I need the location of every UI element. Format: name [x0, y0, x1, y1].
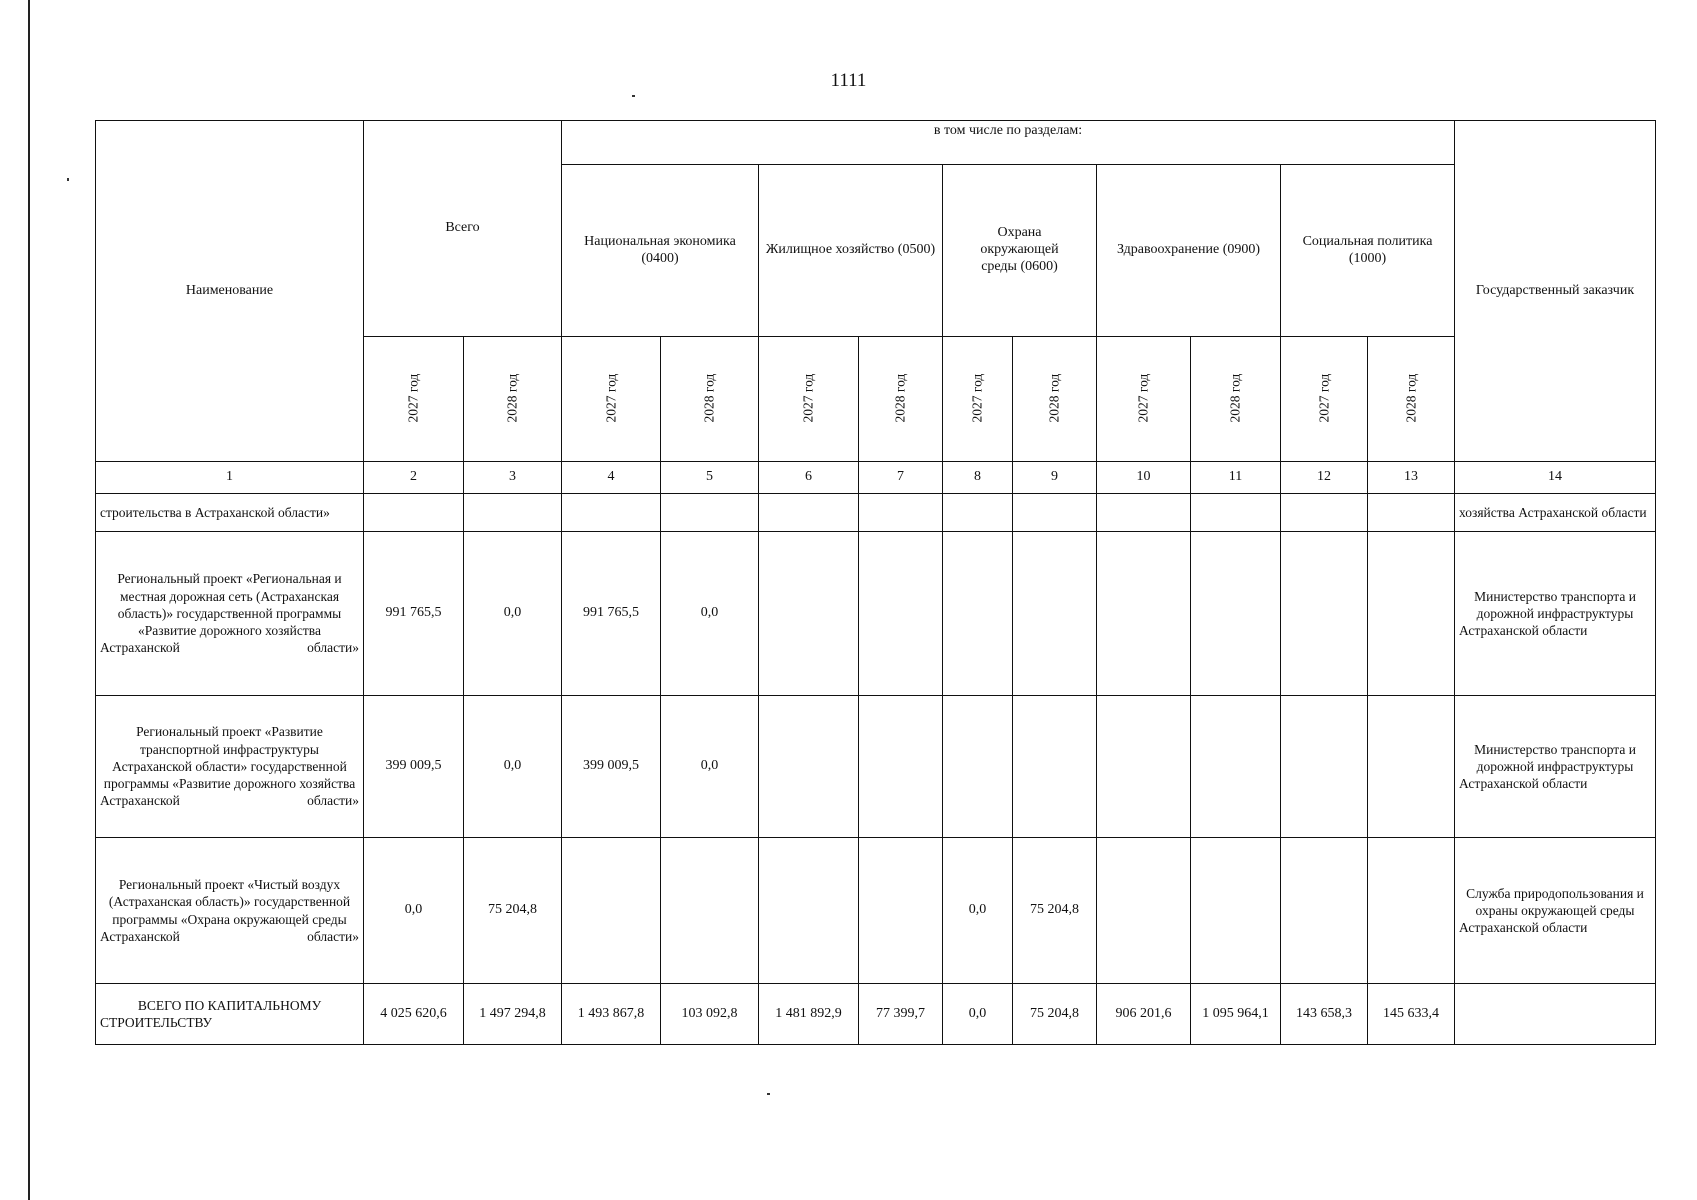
row-name: строительства в Астраханской области»	[96, 494, 364, 532]
year-2028-header: 2028 год	[1013, 337, 1097, 462]
cell-health-2028	[1191, 494, 1281, 532]
total-social-2028: 145 633,4	[1368, 984, 1455, 1045]
year-2027-header: 2027 год	[562, 337, 661, 462]
cell-economy-2028: 0,0	[661, 532, 759, 696]
year-2027-header: 2027 год	[943, 337, 1013, 462]
cell-total-2028: 75 204,8	[464, 838, 562, 984]
cell-housing-2028	[859, 494, 943, 532]
cell-housing-2027	[759, 838, 859, 984]
cell-environment-2028: 75 204,8	[1013, 838, 1097, 984]
header-section-health: Здравоохранение (0900)	[1097, 165, 1281, 337]
total-total-2027: 4 025 620,6	[364, 984, 464, 1045]
cell-social-2028	[1368, 532, 1455, 696]
total-health-2028: 1 095 964,1	[1191, 984, 1281, 1045]
cell-social-2027	[1281, 838, 1368, 984]
column-number: 12	[1281, 462, 1368, 494]
total-total-2028: 1 497 294,8	[464, 984, 562, 1045]
column-number: 10	[1097, 462, 1191, 494]
row-customer: Министерство транспорта и дорожной инфраструктуры Астраханской области	[1455, 696, 1656, 838]
cell-environment-2027	[943, 494, 1013, 532]
row-name: Региональный проект «Региональная и местная дорожная сеть (Астраханская область)» государственной программы «Развитие дорожного хозяйства Астраханской области»	[96, 532, 364, 696]
cell-housing-2027	[759, 696, 859, 838]
row-customer: хозяйства Астраханской области	[1455, 494, 1656, 532]
column-number: 11	[1191, 462, 1281, 494]
cell-economy-2027: 991 765,5	[562, 532, 661, 696]
total-environment-2027: 0,0	[943, 984, 1013, 1045]
cell-environment-2028	[1013, 494, 1097, 532]
total-environment-2028: 75 204,8	[1013, 984, 1097, 1045]
cell-environment-2027: 0,0	[943, 838, 1013, 984]
column-number: 2	[364, 462, 464, 494]
cell-social-2028	[1368, 494, 1455, 532]
column-number: 8	[943, 462, 1013, 494]
column-number-row	[96, 462, 1656, 494]
cell-housing-2027	[759, 494, 859, 532]
header-customer: Государственный заказчик	[1455, 121, 1656, 462]
cell-health-2028	[1191, 696, 1281, 838]
scan-mark	[632, 95, 635, 97]
year-2027-header: 2027 год	[1097, 337, 1191, 462]
cell-environment-2027	[943, 696, 1013, 838]
cell-environment-2027	[943, 532, 1013, 696]
header-section-social: Социальная политика (1000)	[1281, 165, 1455, 337]
column-number: 4	[562, 462, 661, 494]
table-row	[96, 696, 1656, 838]
cell-economy-2027	[562, 838, 661, 984]
scan-mark	[67, 178, 69, 181]
cell-social-2027	[1281, 494, 1368, 532]
total-economy-2028: 103 092,8	[661, 984, 759, 1045]
cell-social-2027	[1281, 532, 1368, 696]
row-customer: Служба природопользования и охраны окружающей среды Астраханской области	[1455, 838, 1656, 984]
column-number: 5	[661, 462, 759, 494]
cell-total-2028: 0,0	[464, 532, 562, 696]
cell-economy-2028	[661, 838, 759, 984]
cell-total-2028	[464, 494, 562, 532]
cell-environment-2028	[1013, 696, 1097, 838]
cell-total-2027	[364, 494, 464, 532]
cell-health-2028	[1191, 838, 1281, 984]
cell-housing-2028	[859, 532, 943, 696]
header-section-housing: Жилищное хозяйство (0500)	[759, 165, 943, 337]
cell-housing-2028	[859, 696, 943, 838]
row-name: Региональный проект «Чистый воздух (Астраханская область)» государственной программы «Охрана окружающей среды Астраханской области»	[96, 838, 364, 984]
table-row	[96, 838, 1656, 984]
cell-health-2028	[1191, 532, 1281, 696]
year-2028-header: 2028 год	[1368, 337, 1455, 462]
cell-health-2027	[1097, 838, 1191, 984]
row-customer: Министерство транспорта и дорожной инфраструктуры Астраханской области	[1455, 532, 1656, 696]
year-2028-header: 2028 год	[464, 337, 562, 462]
column-number: 1	[96, 462, 364, 494]
year-2027-header: 2027 год	[364, 337, 464, 462]
cell-total-2027: 991 765,5	[364, 532, 464, 696]
header-section-economy: Национальная экономика (0400)	[562, 165, 759, 337]
cell-total-2027: 0,0	[364, 838, 464, 984]
year-2027-header: 2027 год	[1281, 337, 1368, 462]
cell-health-2027	[1097, 494, 1191, 532]
column-number: 14	[1455, 462, 1656, 494]
cell-economy-2028	[661, 494, 759, 532]
cell-social-2027	[1281, 696, 1368, 838]
total-row-customer	[1455, 984, 1656, 1045]
table-row	[96, 494, 1656, 532]
year-2028-header: 2028 год	[1191, 337, 1281, 462]
cell-housing-2027	[759, 532, 859, 696]
cell-economy-2028: 0,0	[661, 696, 759, 838]
header-section-environment: Охрана окружающей среды (0600)	[943, 165, 1097, 337]
column-number: 13	[1368, 462, 1455, 494]
row-name: Региональный проект «Развитие транспортной инфраструктуры Астраханской области» государственной программы «Развитие дорожного хозяйства Астраханской области»	[96, 696, 364, 838]
cell-health-2027	[1097, 532, 1191, 696]
table-row	[96, 532, 1656, 696]
column-number: 9	[1013, 462, 1097, 494]
year-2028-header: 2028 год	[859, 337, 943, 462]
capital-construction-table	[95, 120, 1656, 1045]
cell-total-2028: 0,0	[464, 696, 562, 838]
header-name: Наименование	[96, 121, 364, 462]
total-social-2027: 143 658,3	[1281, 984, 1368, 1045]
cell-social-2028	[1368, 838, 1455, 984]
scan-mark	[767, 1093, 770, 1095]
cell-health-2027	[1097, 696, 1191, 838]
cell-total-2027: 399 009,5	[364, 696, 464, 838]
column-number: 6	[759, 462, 859, 494]
year-2028-header: 2028 год	[661, 337, 759, 462]
total-housing-2028: 77 399,7	[859, 984, 943, 1045]
total-row	[96, 984, 1656, 1045]
binding-line	[28, 0, 30, 1200]
cell-social-2028	[1368, 696, 1455, 838]
total-row-name: ВСЕГО ПО КАПИТАЛЬНОМУ СТРОИТЕЛЬСТВУ	[96, 984, 364, 1045]
year-2027-header: 2027 год	[759, 337, 859, 462]
header-sections-caption: в том числе по разделам:	[562, 121, 1455, 165]
cell-environment-2028	[1013, 532, 1097, 696]
cell-economy-2027: 399 009,5	[562, 696, 661, 838]
column-number: 7	[859, 462, 943, 494]
total-economy-2027: 1 493 867,8	[562, 984, 661, 1045]
column-number: 3	[464, 462, 562, 494]
total-health-2027: 906 201,6	[1097, 984, 1191, 1045]
cell-housing-2028	[859, 838, 943, 984]
total-housing-2027: 1 481 892,9	[759, 984, 859, 1045]
header-total: Всего	[364, 121, 562, 337]
cell-economy-2027	[562, 494, 661, 532]
page-number: 1111	[830, 70, 867, 91]
